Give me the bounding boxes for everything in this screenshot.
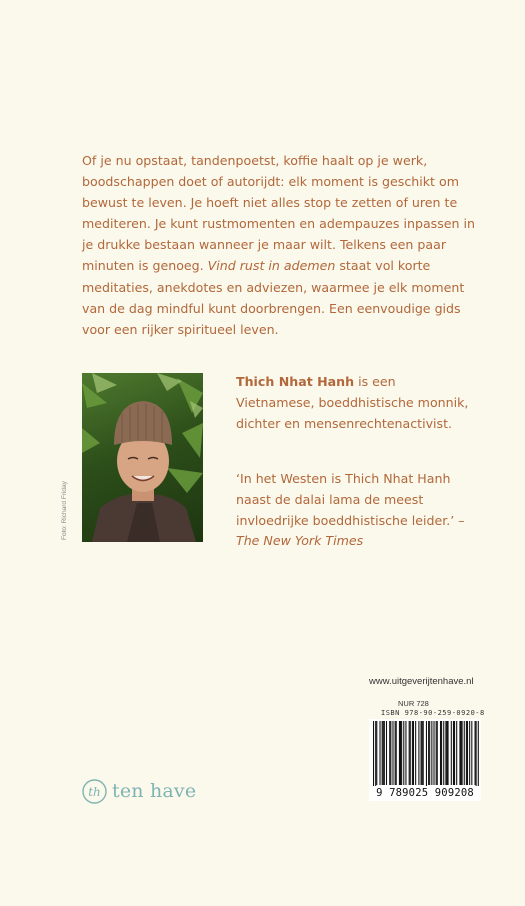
barcode-bar — [456, 721, 457, 785]
barcode-bar — [415, 721, 416, 785]
svg-text:th: th — [88, 784, 101, 799]
barcode-bar — [440, 721, 441, 785]
author-bio — [236, 371, 476, 434]
barcode-bar — [423, 721, 424, 785]
publisher-logo-icon — [82, 778, 107, 805]
barcode-bar — [469, 721, 470, 785]
blurb-book-title: Vind rust in ademen — [207, 258, 336, 274]
publisher-name: ten have — [112, 780, 197, 802]
blurb-text — [82, 150, 477, 340]
barcode-bar — [383, 721, 384, 785]
barcode-bar — [409, 721, 410, 785]
barcode-bar — [445, 721, 446, 785]
isbn-number: ISBN 978-90-259-0920-8 — [381, 709, 485, 717]
barcode-bar — [375, 721, 376, 789]
barcode-bar — [376, 721, 377, 785]
barcode-bar — [395, 721, 396, 785]
barcode-bar — [405, 721, 406, 785]
publisher-website: www.uitgeverijtenhave.nl — [369, 676, 474, 687]
photo-credit: Foto: Richard Friday — [61, 481, 68, 540]
barcode-bar — [412, 721, 413, 785]
barcode-bar — [443, 721, 444, 785]
barcode-bar — [386, 721, 387, 785]
blurb-part-1: Of je nu opstaat, tandenpoetst, koffie haalt op je werk, boodschappen doet of autorijdt: elk moment is geschikt om bewust te leven. Je hoeft niet alles stop te zetten of uren te mediteren. Je kunt rustmomenten en adempauzes inpassen in je drukke bestaan wanneer je maar wilt. Telkens een paar minuten is genoeg. — [82, 153, 476, 274]
barcode-bar — [400, 721, 401, 785]
author-photo — [82, 373, 203, 542]
barcode-bar — [462, 721, 463, 785]
barcode-bar — [454, 721, 455, 785]
publisher-logo — [82, 774, 196, 808]
barcode-bar — [384, 721, 385, 785]
barcode-bar — [413, 721, 414, 785]
barcode-bar — [421, 721, 422, 785]
barcode-bar — [466, 721, 467, 785]
nur-code: NUR 728 — [398, 699, 429, 708]
barcode-bar — [390, 721, 391, 785]
barcode-bar — [418, 721, 419, 785]
barcode-bar — [441, 721, 442, 785]
barcode-bar — [475, 721, 476, 785]
blurb-part-2: staat vol korte meditaties, anekdotes en adviezen, waarmee je elk moment van de dag mindful kunt doorbrengen. Een eenvoudige gids voor een rijker spiritueel leven. — [82, 258, 465, 337]
author-name: Thich Nhat Hanh — [236, 374, 355, 389]
barcode-bar — [410, 721, 411, 785]
barcode-bar — [382, 721, 383, 785]
barcode-bar — [422, 721, 423, 785]
barcode-bar — [379, 721, 380, 785]
barcode-bar — [471, 721, 472, 785]
barcode-bar — [446, 721, 447, 785]
author-bio-text: is een Vietnamese, boeddhistische monnik, dichter en mensenrechtenactivist. — [236, 374, 469, 432]
barcode-bar — [403, 721, 404, 785]
press-quote — [236, 469, 486, 552]
barcode-bar — [373, 721, 374, 789]
barcode-bar — [433, 721, 434, 785]
barcode-bar — [429, 721, 430, 785]
barcode-bar — [459, 721, 460, 785]
barcode-bar — [448, 721, 449, 785]
barcode-bar — [464, 721, 465, 785]
barcode-bar — [476, 721, 477, 789]
barcode-bar — [399, 721, 400, 785]
barcode-bar — [389, 721, 390, 785]
barcode-bar — [453, 721, 454, 785]
barcode-bar — [451, 721, 452, 785]
barcode-bar — [396, 721, 397, 785]
barcode-digits: 9 789025 909208 — [369, 786, 481, 801]
barcode-bar — [401, 721, 402, 785]
barcode-bar — [436, 721, 437, 785]
barcode-bar — [467, 721, 468, 785]
barcode-bar — [431, 721, 432, 785]
barcode-bar — [478, 721, 479, 789]
barcode-bar — [460, 721, 461, 785]
barcode-bar — [428, 721, 429, 785]
barcode-bar — [437, 721, 438, 785]
quote-source: The New York Times — [236, 533, 364, 549]
barcode-bar — [426, 721, 427, 789]
quote-text: ‘In het Westen is Thich Nhat Hanh naast de dalai lama de meest invloedrijke boeddhistische leider.’ – — [236, 471, 465, 528]
barcode-bar — [392, 721, 393, 785]
